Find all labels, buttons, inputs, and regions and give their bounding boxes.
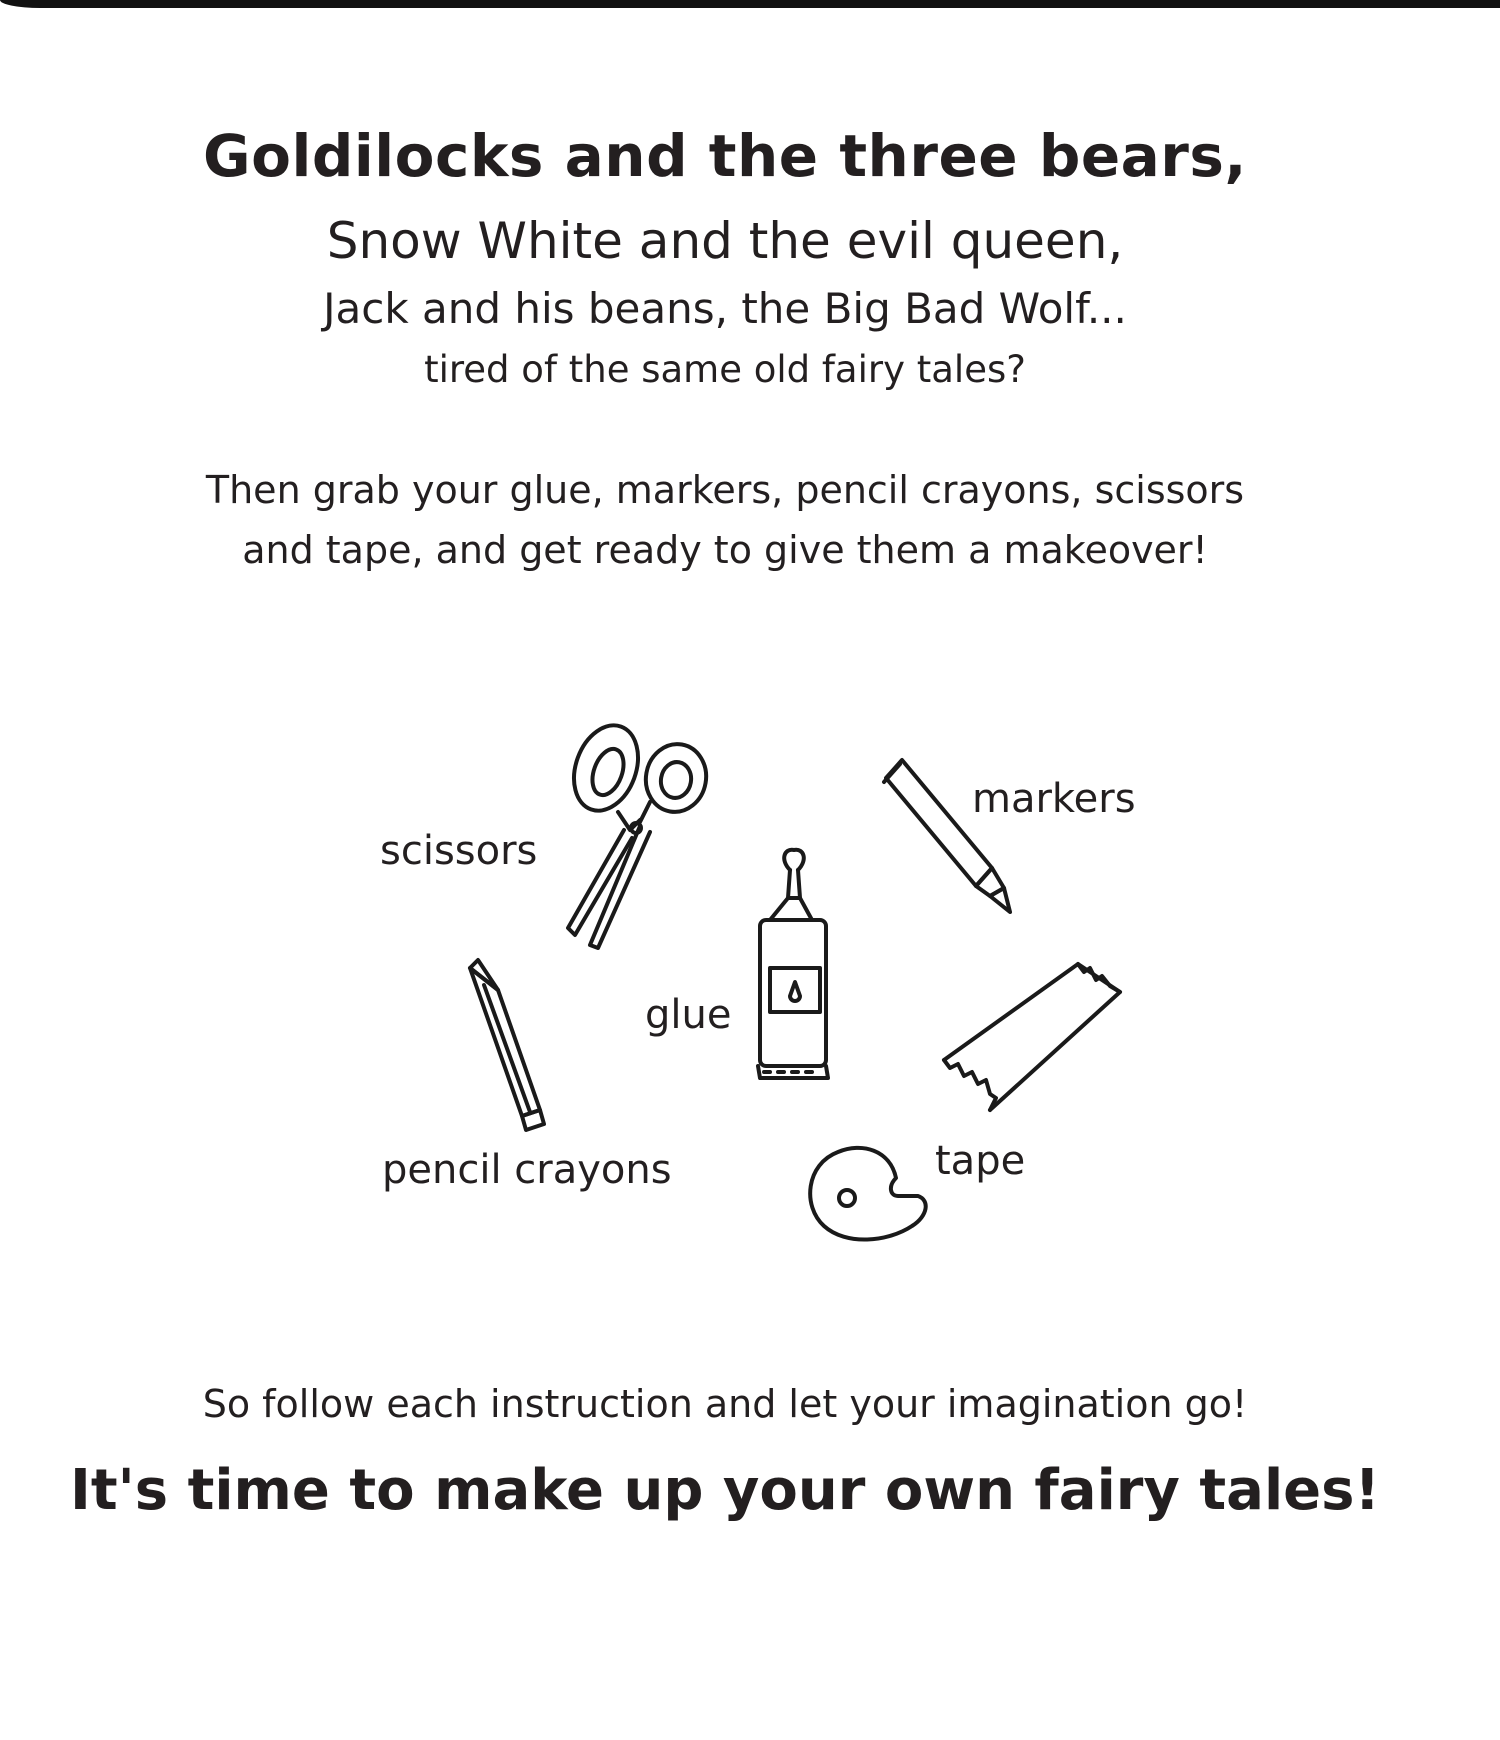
label-glue: glue <box>645 992 732 1038</box>
intro-line-jack: Jack and his beans, the Big Bad Wolf... <box>323 284 1127 333</box>
glue-icon <box>758 850 828 1078</box>
page-top-edge <box>0 0 1500 8</box>
pencil-crayon-icon <box>470 960 544 1130</box>
closing-line-instruction: So follow each instruction and let your imagination go! <box>202 1382 1248 1426</box>
tape-strip-icon <box>944 964 1120 1110</box>
intro-line-snow-white: Snow White and the evil queen, <box>326 212 1124 270</box>
label-scissors: scissors <box>380 828 538 874</box>
intro-line-question: tired of the same old fairy tales? <box>424 348 1026 391</box>
label-tape: tape <box>935 1138 1026 1184</box>
intro-line-goldilocks: Goldilocks and the three bears, <box>203 122 1247 190</box>
supplies-text-line-1: Then grab your glue, markers, pencil crayons, scissors <box>205 468 1245 512</box>
label-pencil-crayons: pencil crayons <box>382 1147 672 1193</box>
closing-line-headline: It's time to make up your own fairy tales! <box>69 1458 1380 1523</box>
supplies-text-line-2: and tape, and get ready to give them a makeover! <box>242 528 1208 572</box>
tape-roll-icon <box>810 1148 926 1240</box>
label-markers: markers <box>972 776 1136 822</box>
scissors-icon <box>563 716 712 948</box>
